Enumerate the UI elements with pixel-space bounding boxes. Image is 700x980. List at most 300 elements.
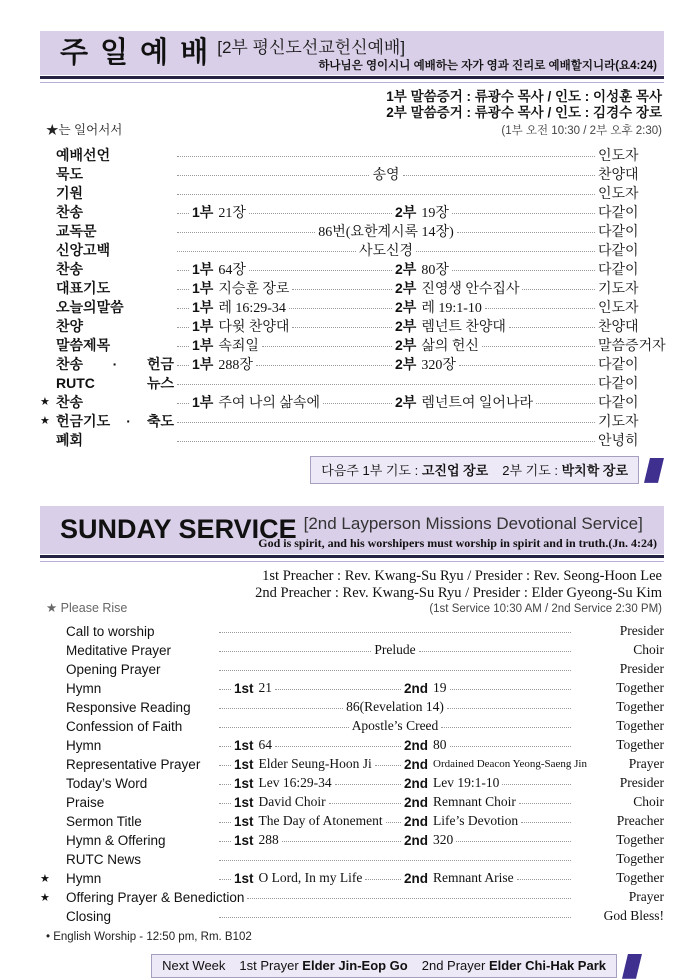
part-marker: 2nd: [404, 775, 429, 791]
service-center-value: Prelude: [374, 642, 416, 658]
pennant-flag-icon: [644, 458, 664, 483]
service-row: [40, 373, 664, 392]
dotted-leader: [219, 745, 231, 747]
part-value: 21: [258, 680, 273, 696]
part-value: 19장: [421, 205, 449, 221]
part-value: 속죄일: [218, 338, 259, 354]
service-item-detail: [216, 630, 574, 632]
service-row: [40, 755, 664, 774]
service-row: [40, 698, 664, 717]
dotted-leader: [282, 840, 401, 842]
service-item-detail: [216, 915, 574, 917]
korean-service-section: [40, 31, 664, 484]
service-item-label: Opening Prayer: [66, 661, 161, 677]
part-value: 80장: [421, 262, 449, 278]
service-row: [40, 717, 664, 736]
service-item-detail: [174, 259, 598, 279]
service-part: [234, 680, 404, 696]
service-part: [404, 794, 574, 810]
service-item-detail: [174, 392, 598, 412]
service-item-label: 묵도: [56, 165, 84, 182]
service-item-label: 찬송: [56, 393, 84, 410]
service-part: [192, 335, 395, 355]
part-value: 64장: [218, 262, 246, 278]
dotted-leader: [485, 307, 595, 309]
next-week-name-2: Elder Chi-Hak Park: [488, 958, 606, 974]
part-value: 렘넌트여 일어나라: [421, 395, 534, 411]
english-section-title: SUNDAY SERVICE: [60, 514, 297, 545]
service-assignee: 말씀증거자: [598, 338, 666, 354]
part-marker: 1st: [234, 775, 254, 791]
korean-service-times: (1부 오전 10:30 / 2부 오후 2:30): [501, 125, 662, 138]
service-item-label: Closing: [66, 908, 112, 924]
dotted-leader: [177, 383, 595, 385]
service-item-detail: [216, 642, 574, 658]
service-part: [404, 680, 574, 696]
part-marker: 2부: [395, 279, 417, 296]
part-marker: 1부: [192, 279, 214, 296]
dotted-leader: [292, 288, 392, 290]
service-item-label: Offering Prayer & Benediction: [66, 889, 245, 905]
service-part: [404, 775, 574, 791]
dotted-leader: [177, 231, 315, 233]
dotted-leader: [457, 231, 595, 233]
service-row: [40, 660, 664, 679]
service-row: [40, 793, 664, 812]
korean-scripture-verse: 하나님은 영이시니 예배하는 자가 영과 진리로 예배할지니라(요4:24): [318, 60, 657, 72]
part-marker: 2nd: [404, 794, 429, 810]
service-assignee: 인도자: [598, 186, 639, 202]
part-value: Remnant Choir: [433, 794, 516, 810]
part-marker: 2부: [395, 355, 417, 372]
service-row: [40, 297, 664, 316]
korean-credit-line-2: 2부 말씀증거 : 류광수 목사 / 인도 : 김경수 장로: [386, 105, 662, 121]
dotted-leader: [219, 669, 571, 671]
korean-section-title: 주 일 예 배: [60, 37, 211, 69]
part-value: Remnant Arise: [433, 870, 514, 886]
part-value: 삶의 헌신: [421, 338, 479, 354]
service-item-label: Responsive Reading: [66, 699, 191, 715]
dotted-leader: [256, 364, 392, 366]
dotted-leader: [403, 174, 595, 176]
service-row: [40, 869, 664, 888]
dotted-leader: [517, 878, 571, 880]
service-part: [404, 870, 574, 886]
part-marker: 2부: [395, 203, 417, 220]
next-week-name-1: Elder Jin-Eop Go: [302, 958, 408, 974]
service-row: [40, 411, 664, 430]
header-rule-dark: [40, 555, 664, 558]
english-rise-note: ★ Please Rise: [46, 600, 128, 615]
dotted-leader: [323, 402, 392, 404]
service-item-label: RUTC 뉴스: [56, 374, 174, 391]
service-part: [192, 392, 395, 412]
part-marker: 1st: [234, 737, 254, 753]
next-week-text-2: 2부 기도 :: [502, 463, 562, 479]
dotted-leader: [419, 650, 571, 652]
service-item-label: 말씀제목: [56, 336, 111, 353]
service-row: [40, 221, 664, 240]
service-item-detail: [174, 354, 598, 374]
service-item-label: 예배선언: [56, 146, 111, 163]
service-item-detail: [216, 737, 574, 753]
service-row: [40, 831, 664, 850]
service-item-detail: [174, 439, 598, 441]
english-order-of-service: [40, 622, 664, 926]
service-part: [234, 813, 404, 829]
dotted-leader: [219, 859, 571, 861]
dotted-leader: [177, 421, 595, 423]
part-marker: 1부: [192, 203, 214, 220]
part-marker: 2부: [395, 260, 417, 277]
dotted-leader: [447, 707, 571, 709]
part-marker: 2부: [395, 336, 417, 353]
service-center-value: 사도신경: [358, 243, 414, 259]
part-marker: 2nd: [404, 813, 429, 829]
service-item-label: Hymn: [66, 680, 102, 696]
dotted-leader: [450, 688, 571, 690]
service-item-label: 찬송: [56, 203, 84, 220]
dotted-leader: [219, 878, 231, 880]
part-value: 렘넌트 찬양대: [421, 319, 506, 335]
service-assignee: Together: [616, 699, 664, 715]
dotted-leader: [219, 802, 231, 804]
service-part: [234, 756, 404, 772]
part-marker: 1부: [192, 260, 214, 277]
part-marker: 1부: [192, 393, 214, 410]
part-value: 288장: [218, 357, 253, 373]
service-assignee: Presider: [619, 775, 664, 791]
dotted-leader: [275, 745, 401, 747]
header-rule-dark: [40, 76, 664, 79]
dotted-leader: [219, 707, 343, 709]
dotted-leader: [219, 631, 571, 633]
service-part: [395, 392, 598, 412]
korean-credit-line-1: 1부 말씀증거 : 류광수 목사 / 인도 : 이성훈 목사: [386, 89, 662, 104]
dotted-leader: [275, 688, 401, 690]
service-assignee: 다같이: [598, 262, 639, 278]
part-marker: 1부: [192, 317, 214, 334]
service-assignee: Prayer: [628, 756, 664, 772]
dotted-leader: [459, 364, 595, 366]
next-week-text-1: 1st Prayer: [239, 958, 303, 974]
dotted-leader: [482, 345, 595, 347]
dotted-leader: [177, 269, 189, 271]
service-part: [404, 756, 587, 772]
service-item-detail: [216, 775, 574, 791]
service-item-label: Today’s Word: [66, 775, 148, 791]
dotted-leader: [177, 174, 369, 176]
dotted-leader: [219, 726, 349, 728]
service-row: [40, 430, 664, 449]
part-value: 주여 나의 삶속에: [218, 395, 320, 411]
korean-credits: [40, 83, 664, 141]
part-value: The Day of Atonement: [258, 813, 383, 829]
part-marker: 2부: [395, 393, 417, 410]
part-value: David Choir: [258, 794, 326, 810]
dotted-leader: [452, 212, 595, 214]
service-item-label: Call to worship: [66, 623, 155, 639]
service-assignee: 다같이: [598, 376, 639, 392]
service-part: [234, 794, 404, 810]
dotted-leader: [249, 212, 392, 214]
service-assignee: Preacher: [616, 813, 664, 829]
service-assignee: 인도자: [598, 300, 639, 316]
next-week-text-2: 2nd Prayer: [421, 958, 489, 974]
part-marker: 1부: [192, 336, 214, 353]
service-item-label: 헌금기도 · 축도: [56, 412, 174, 429]
dotted-leader: [219, 650, 371, 652]
part-marker: 1st: [234, 756, 254, 772]
part-marker: 2nd: [404, 737, 429, 753]
service-item-detail: [174, 297, 598, 317]
service-item-detail: [174, 240, 598, 260]
part-value: Lev 16:29-34: [258, 775, 332, 791]
part-value: Ordained Deacon Yeong-Saeng Jin: [433, 758, 587, 771]
service-item-detail: [244, 896, 574, 898]
service-row: [40, 622, 664, 641]
service-assignee: 기도자: [598, 414, 639, 430]
service-assignee: 인도자: [598, 148, 639, 164]
part-value: 320: [433, 832, 454, 848]
service-part: [404, 832, 574, 848]
dotted-leader: [416, 250, 595, 252]
service-item-label: 폐회: [56, 431, 84, 448]
service-part: [395, 259, 598, 279]
part-value: 레 19:1-10: [421, 300, 482, 316]
service-part: [192, 316, 395, 336]
service-row: [40, 641, 664, 660]
service-assignee: Together: [616, 737, 664, 753]
service-assignee: Choir: [633, 642, 664, 658]
service-item-label: Sermon Title: [66, 813, 142, 829]
service-assignee: Together: [616, 851, 664, 867]
part-value: O Lord, In my Life: [258, 870, 363, 886]
service-assignee: 다같이: [598, 224, 639, 240]
service-assignee: 다같이: [598, 357, 639, 373]
service-row: [40, 850, 664, 869]
service-item-label: 찬송: [56, 260, 84, 277]
service-part: [395, 278, 598, 298]
service-row: [40, 259, 664, 278]
part-value: 64: [258, 737, 273, 753]
part-marker: 2nd: [404, 832, 429, 848]
english-next-week-banner: [40, 954, 642, 979]
dotted-leader: [177, 193, 595, 195]
service-item-detail: [216, 718, 574, 734]
service-item-detail: [216, 756, 587, 772]
pennant-flag-icon: [622, 954, 642, 979]
service-row: [40, 202, 664, 221]
english-scripture-verse: God is spirit, and his worshipers must worship in spirit and in truth.(Jn. 4:24): [258, 536, 657, 551]
english-section-header: [40, 506, 664, 554]
dotted-leader: [219, 916, 571, 918]
part-marker: 2nd: [404, 756, 429, 772]
service-assignee: Together: [616, 718, 664, 734]
service-item-label: Praise: [66, 794, 105, 810]
service-row: [40, 164, 664, 183]
service-item-detail: [216, 699, 574, 715]
dotted-leader: [502, 783, 571, 785]
dotted-leader: [177, 307, 189, 309]
service-assignee: 찬양대: [598, 167, 639, 183]
service-part: [395, 335, 598, 355]
rise-star-marker: ★: [40, 415, 50, 428]
service-item-detail: [216, 794, 574, 810]
service-assignee: 다같이: [598, 395, 639, 411]
service-assignee: 찬양대: [598, 319, 639, 335]
service-part: [192, 202, 395, 222]
rise-star-marker: ★: [40, 872, 50, 885]
service-row: [40, 812, 664, 831]
service-row: [40, 335, 664, 354]
dotted-leader: [456, 840, 571, 842]
service-item-label: Hymn & Offering: [66, 832, 166, 848]
service-part: [234, 870, 404, 886]
part-marker: 1st: [234, 813, 254, 829]
service-item-label: 찬송 · 헌금: [56, 355, 174, 372]
dotted-leader: [177, 288, 189, 290]
english-next-week-box: [151, 954, 617, 978]
part-marker: 2nd: [404, 870, 429, 886]
next-week-name-2: 박치학 장로: [561, 463, 628, 479]
dotted-leader: [522, 288, 595, 290]
dotted-leader: [262, 345, 392, 347]
english-service-times: (1st Service 10:30 AM / 2nd Service 2:30 PM): [429, 602, 662, 615]
service-item-detail: [174, 192, 598, 194]
service-item-detail: [174, 164, 598, 184]
service-assignee: 다같이: [598, 243, 639, 259]
service-item-detail: [216, 813, 574, 829]
service-item-detail: [174, 154, 598, 156]
service-row: [40, 240, 664, 259]
service-item-detail: [174, 420, 598, 422]
service-part: [192, 297, 395, 317]
part-marker: 2부: [395, 317, 417, 334]
part-value: Life’s Devotion: [433, 813, 519, 829]
service-center-value: 86(Revelation 14): [346, 699, 444, 715]
english-credit-line-1: 1st Preacher : Rev. Kwang-Su Ryu / Presider : Rev. Seong-Hoon Lee: [262, 568, 662, 585]
part-value: 19: [433, 680, 447, 696]
service-part: [395, 316, 598, 336]
dotted-leader: [452, 269, 595, 271]
service-row: [40, 907, 664, 926]
service-item-detail: [174, 335, 598, 355]
english-credit-line-2: 2nd Preacher : Rev. Kwang-Su Ryu / Presider : Elder Gyeong-Su Kim: [255, 585, 662, 602]
next-week-name-1: 고진업 장로: [421, 463, 489, 479]
dotted-leader: [177, 155, 595, 157]
korean-order-of-service: [40, 145, 664, 449]
service-item-label: Confession of Faith: [66, 718, 183, 734]
service-item-label: 교독문: [56, 222, 97, 239]
service-part: [234, 737, 404, 753]
service-row: [40, 888, 664, 907]
service-item-detail: [174, 221, 598, 241]
dotted-leader: [177, 250, 356, 252]
english-section-subtitle: [2nd Layperson Missions Devotional Service]: [303, 514, 643, 534]
service-item-detail: [174, 382, 598, 384]
service-item-detail: [216, 680, 574, 696]
next-week-text-0: Next Week: [162, 958, 226, 974]
part-value: 21장: [218, 205, 246, 221]
service-assignee: God Bless!: [603, 908, 664, 924]
service-item-detail: [216, 858, 574, 860]
service-item-label: Meditative Prayer: [66, 642, 172, 658]
service-item-label: Hymn: [66, 870, 102, 886]
service-row: [40, 183, 664, 202]
dotted-leader: [177, 402, 189, 404]
dotted-leader: [450, 745, 571, 747]
part-value: 288: [258, 832, 279, 848]
service-row: [40, 316, 664, 335]
service-part: [404, 737, 574, 753]
service-assignee: Prayer: [628, 889, 664, 905]
korean-next-week-banner: [40, 456, 664, 484]
part-marker: 1st: [234, 680, 254, 696]
service-assignee: 다같이: [598, 205, 639, 221]
service-part: [395, 202, 598, 222]
service-item-detail: [174, 316, 598, 336]
service-item-label: RUTC News: [66, 851, 142, 867]
dotted-leader: [177, 345, 189, 347]
korean-next-week-box: [310, 456, 639, 484]
service-center-value: 송영: [372, 167, 400, 183]
service-assignee: 안녕히: [598, 433, 639, 449]
dotted-leader: [177, 326, 189, 328]
service-part: [395, 354, 598, 374]
english-service-section: [40, 506, 664, 978]
service-item-label: 신앙고백: [56, 241, 111, 258]
service-center-value: 86번(요한계시록 14장): [318, 224, 454, 240]
part-marker: 1부: [192, 298, 214, 315]
dotted-leader: [386, 821, 401, 823]
service-part: [192, 259, 395, 279]
part-value: Lev 19:1-10: [433, 775, 500, 791]
service-assignee: Choir: [633, 794, 664, 810]
next-week-text-1: 다음주 1부 기도 :: [321, 463, 422, 479]
service-assignee: 기도자: [598, 281, 639, 297]
service-item-detail: [216, 870, 574, 886]
service-part: [234, 832, 404, 848]
service-part: [234, 775, 404, 791]
korean-rise-note: ★는 일어서서: [46, 123, 123, 138]
dotted-leader: [292, 326, 392, 328]
dotted-leader: [247, 897, 571, 899]
service-item-label: 대표기도: [56, 279, 111, 296]
service-part: [404, 813, 574, 829]
service-row: [40, 736, 664, 755]
service-row: [40, 774, 664, 793]
service-assignee: Together: [616, 832, 664, 848]
part-value: 다윗 찬양대: [218, 319, 290, 335]
service-assignee: Presider: [619, 623, 664, 639]
part-value: 320장: [421, 357, 456, 373]
service-part: [395, 297, 598, 317]
dotted-leader: [177, 440, 595, 442]
part-marker: 1st: [234, 832, 254, 848]
part-value: 레 16:29-34: [218, 300, 286, 316]
dotted-leader: [219, 821, 231, 823]
service-assignee: Presider: [619, 661, 664, 677]
bulletin-page: [40, 0, 664, 979]
service-row: [40, 392, 664, 411]
dotted-leader: [249, 269, 392, 271]
dotted-leader: [441, 726, 571, 728]
part-marker: 1st: [234, 870, 254, 886]
service-item-label: 찬양: [56, 317, 84, 334]
service-row: [40, 354, 664, 373]
english-worship-note: • English Worship - 12:50 pm, Rm. B102: [46, 930, 252, 943]
